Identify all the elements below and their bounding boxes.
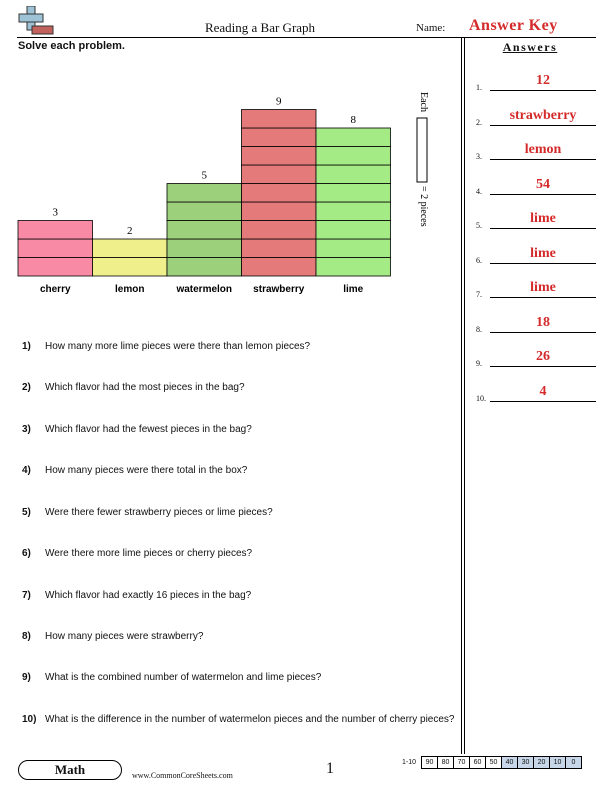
answer-line	[490, 194, 596, 195]
answer-number: 8.	[476, 324, 482, 334]
plus-logo-icon	[18, 6, 54, 36]
category-label: lemon	[115, 284, 145, 295]
bar-block	[316, 147, 391, 166]
instructions: Solve each problem.	[18, 40, 125, 52]
score-cell: 10	[549, 756, 566, 769]
answer-value: lime	[530, 280, 556, 295]
answer-line	[490, 90, 596, 91]
answers-heading: Answers	[502, 40, 558, 54]
score-cell: 70	[453, 756, 470, 769]
answer-row	[476, 176, 596, 198]
answer-row	[476, 279, 596, 301]
header-divider	[17, 37, 596, 38]
bar-block	[242, 202, 317, 221]
key-block	[417, 118, 427, 182]
question-text: Which flavor had the most pieces in the bag?	[45, 382, 245, 393]
answer-number: 10.	[476, 393, 486, 403]
question-text: Which flavor had the fewest pieces in the bag?	[45, 424, 252, 435]
sidebar-divider	[464, 37, 465, 754]
key-each-label: Each	[418, 92, 429, 112]
answer-line	[490, 401, 596, 402]
subject-badge: Math	[18, 760, 122, 780]
question-number: 5)	[22, 507, 31, 518]
answer-number: 6.	[476, 255, 482, 265]
bar-block	[93, 258, 168, 277]
question-text: How many pieces were there total in the box?	[45, 465, 248, 476]
bar-block	[167, 258, 242, 277]
answer-key-label: Answer Key	[469, 17, 558, 34]
answer-number: 2.	[476, 117, 482, 127]
sidebar-divider	[461, 37, 462, 754]
bar-block	[167, 184, 242, 203]
question-number: 10)	[22, 714, 37, 725]
answer-value: 12	[536, 73, 550, 88]
bar-cherry	[18, 221, 93, 277]
answer-row	[476, 314, 596, 336]
bar-block	[316, 221, 391, 240]
score-cell: 50	[485, 756, 502, 769]
answer-number: 1.	[476, 83, 482, 92]
question-number: 9)	[22, 672, 31, 683]
bar-block	[18, 239, 93, 258]
answer-number: 4.	[476, 186, 482, 196]
bar-value-label: 2	[127, 225, 133, 237]
bar-value-label: 8	[350, 114, 356, 126]
bar-block	[242, 110, 317, 129]
bar-block	[18, 258, 93, 277]
answer-value: lemon	[524, 142, 562, 157]
answer-row	[476, 141, 596, 163]
bar-block	[316, 165, 391, 184]
name-label: Name:	[416, 22, 446, 34]
bar-value-label: 9	[276, 95, 282, 108]
bar-block	[242, 184, 317, 203]
bar-block	[167, 202, 242, 221]
question-number: 6)	[22, 548, 31, 559]
question-text: How many pieces were strawberry?	[45, 631, 204, 642]
answer-value: strawberry	[509, 107, 577, 123]
answer-line	[490, 263, 596, 264]
score-table	[396, 756, 582, 769]
answer-value: lime	[530, 211, 556, 226]
answer-value: lime	[530, 245, 556, 261]
bar-block	[316, 202, 391, 221]
site-url: www.CommonCoreSheets.com	[132, 771, 233, 780]
bar-watermelon	[167, 184, 242, 277]
question-number: 1)	[22, 341, 31, 352]
answer-row	[476, 245, 596, 267]
key-equals-label: = 2 pieces	[418, 186, 429, 227]
bar-value-label: 3	[52, 206, 58, 219]
page-title: Reading a Bar Graph	[204, 20, 316, 35]
answer-number: 5.	[476, 221, 482, 230]
question-number: 3)	[22, 424, 31, 435]
answer-row	[476, 383, 596, 405]
bar-block	[316, 239, 391, 258]
question-text: What is the difference in the number of watermelon pieces and the number of cherry pieces?	[45, 714, 455, 725]
question-number: 2)	[22, 382, 31, 393]
bar-block	[242, 128, 317, 147]
answer-line	[490, 332, 596, 333]
question-number: 4)	[22, 465, 31, 476]
bar-block	[167, 221, 242, 240]
question-number: 8)	[22, 631, 31, 642]
answer-number: 9.	[476, 359, 482, 368]
category-label: strawberry	[253, 284, 305, 295]
answer-row	[476, 72, 596, 94]
bar-graph	[0, 80, 460, 300]
page-number: 1	[326, 760, 334, 777]
answer-value: 4	[539, 383, 547, 399]
answer-line	[490, 228, 596, 229]
bar-block	[242, 165, 317, 184]
score-cell: 40	[501, 756, 518, 769]
question-text: What is the combined number of watermelon and lime pieces?	[45, 672, 322, 683]
question-text: How many more lime pieces were there than lemon pieces?	[45, 341, 311, 352]
category-label: lime	[343, 284, 364, 295]
score-cell: 30	[517, 756, 534, 769]
bar-block	[316, 184, 391, 203]
bar-block	[167, 239, 242, 258]
question-text: Were there more lime pieces or cherry pieces?	[45, 548, 253, 559]
bar-block	[242, 258, 317, 277]
bar-strawberry	[242, 110, 317, 277]
score-cell: 90	[421, 756, 438, 769]
answer-row	[476, 107, 596, 129]
question-text: Which flavor had exactly 16 pieces in the bag?	[45, 590, 252, 601]
answer-line	[490, 366, 596, 367]
question-text: Were there fewer strawberry pieces or lime pieces?	[45, 507, 273, 518]
answer-line	[490, 159, 596, 160]
bar-block	[242, 221, 317, 240]
answer-row	[476, 348, 596, 370]
category-label: cherry	[39, 284, 71, 295]
bar-block	[242, 239, 317, 258]
score-range-label: 1-10	[401, 759, 416, 766]
answer-line	[490, 125, 596, 126]
score-cell: 0	[565, 756, 582, 769]
question-number: 7)	[22, 590, 31, 601]
answer-value: 18	[536, 314, 550, 330]
score-cell: 20	[533, 756, 550, 769]
score-cell: 80	[437, 756, 454, 769]
answer-number: 3.	[476, 152, 482, 161]
bar-block	[242, 147, 317, 166]
answer-value: 54	[536, 176, 550, 192]
bar-lemon	[93, 239, 168, 276]
bar-block	[93, 239, 168, 258]
answer-value: 26	[536, 349, 550, 364]
bar-value-label: 5	[201, 169, 207, 182]
bar-lime	[316, 128, 391, 276]
bar-block	[18, 221, 93, 240]
answer-number: 7.	[476, 290, 482, 299]
bar-block	[316, 128, 391, 147]
score-cell: 60	[469, 756, 486, 769]
answer-line	[490, 297, 596, 298]
bar-block	[316, 258, 391, 277]
answer-row	[476, 210, 596, 232]
category-label: watermelon	[176, 284, 233, 295]
